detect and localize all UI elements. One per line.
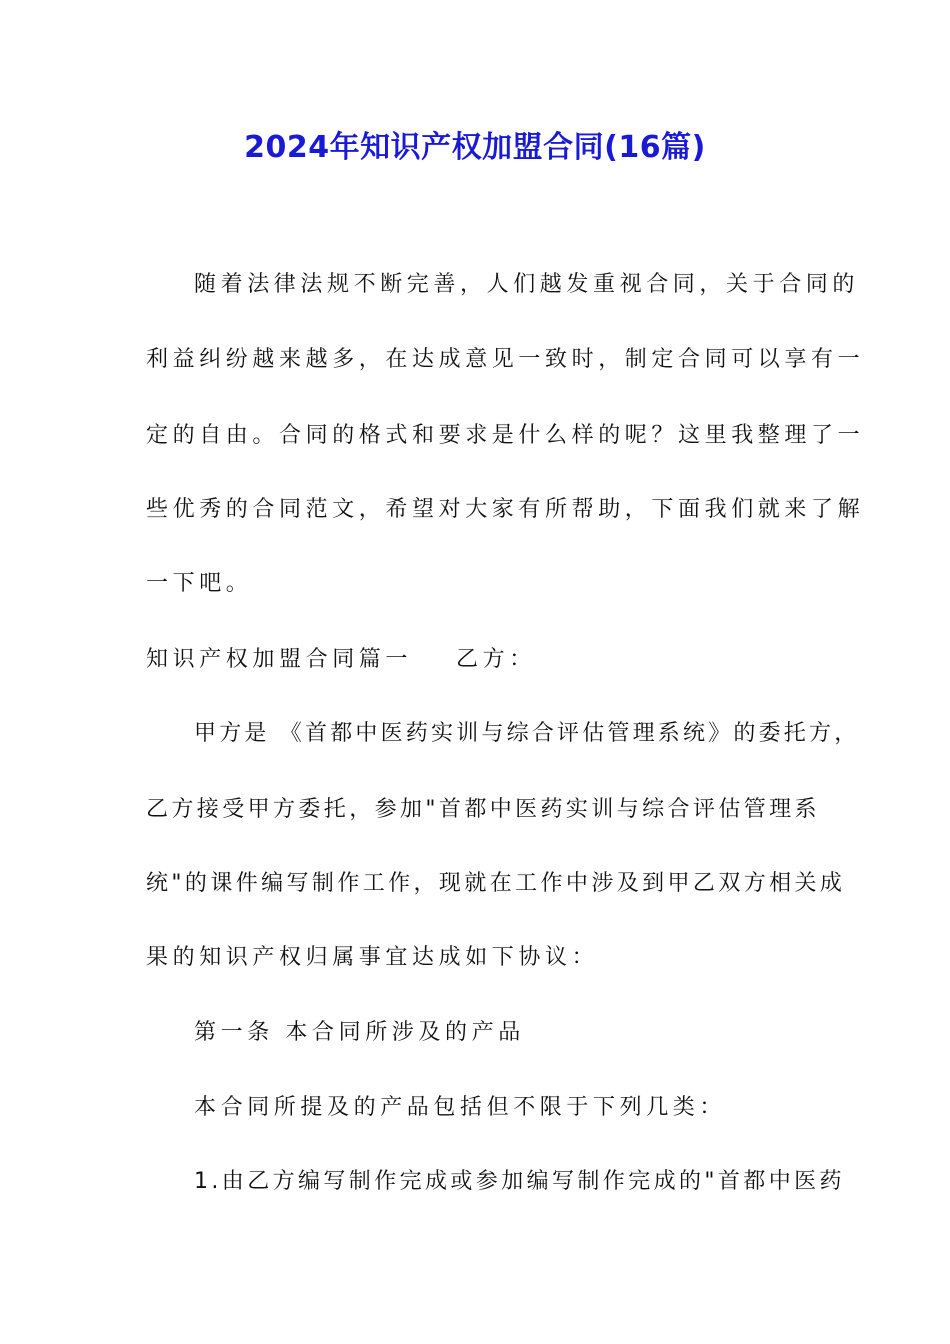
intro-line-3: 定的自由。合同的格式和要求是什么样的呢？这里我整理了一	[146, 423, 865, 448]
party-b-label: 乙方：	[456, 647, 536, 672]
section-heading: 知识产权加盟合同篇一	[146, 647, 413, 672]
list-item-1: 1.由乙方编写制作完成或参加编写制作完成的"首都中医药	[194, 1169, 845, 1194]
body-line-2: 乙方接受甲方委托，参加"首都中医药实训与综合评估管理系	[146, 797, 820, 822]
body-line-4: 果的知识产权归属事宜达成如下协议：	[146, 945, 599, 970]
intro-line-1: 随着法律法规不断完善，人们越发重视合同，关于合同的	[194, 272, 860, 297]
body-line-1: 甲方是 《首都中医药实训与综合评估管理系统》的委托方，	[194, 721, 860, 746]
body-line-3: 统"的课件编写制作工作，现就在工作中涉及到甲乙双方相关成	[146, 871, 846, 896]
intro-line-2: 利益纠纷越来越多，在达成意见一致时，制定合同可以享有一	[146, 347, 865, 372]
intro-line-5: 一下吧。	[146, 571, 253, 596]
intro-line-4: 些优秀的合同范文，希望对大家有所帮助，下面我们就来了解	[146, 497, 865, 522]
article-one-heading: 第一条 本合同所涉及的产品	[194, 1020, 525, 1045]
article-one-text: 本合同所提及的产品包括但不限于下列几类：	[194, 1095, 727, 1120]
section-heading-row	[146, 645, 536, 675]
document-title: 2024年知识产权加盟合同(16篇)	[244, 130, 706, 165]
